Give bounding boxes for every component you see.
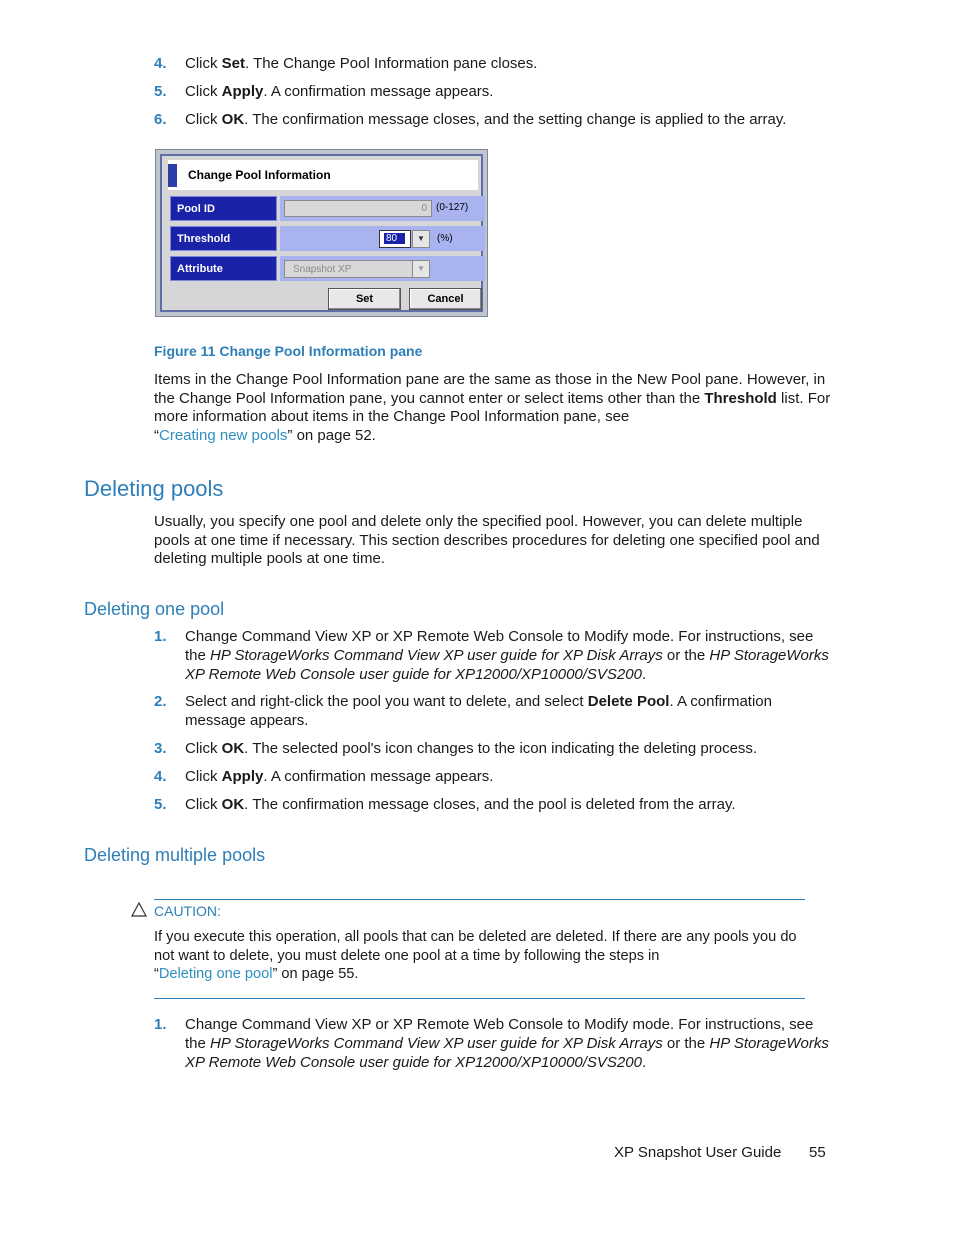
step-bold: Apply [221, 83, 264, 100]
para-text: Items in the Change Pool Information pane are the same as those in the New Pool pane. However, in the Change Pool Information pane, you cannot enter or select items other than the [154, 371, 826, 407]
warning-triangle-icon [131, 902, 147, 917]
step-italic: HP StorageWorks Command View XP user guide for XP Disk Arrays [210, 1035, 663, 1052]
step-number: 4. [154, 55, 167, 72]
caution-label: CAUTION: [154, 903, 221, 919]
caution-bottom-rule [154, 998, 805, 999]
step-number: 5. [154, 796, 167, 813]
step-number: 1. [154, 1016, 167, 1033]
step-text: . A confirmation message appears. [263, 768, 494, 785]
caution-body: ” on page 55. [272, 966, 359, 983]
step-text: Click [185, 55, 222, 72]
pool-id-range: (0-127) [436, 202, 469, 213]
step-italic: HP StorageWorks XP Remote Web Console user guide for XP12000/XP10000/SVS200 [185, 647, 829, 683]
step-text: Click [185, 740, 222, 757]
step-text: or the [662, 647, 710, 664]
threshold-unit: (%) [437, 233, 453, 244]
footer-title: XP Snapshot User Guide [614, 1144, 782, 1161]
quote-mark: “ [154, 426, 159, 444]
step-text: Click [185, 796, 222, 813]
threshold-label: Threshold [170, 226, 277, 251]
step-number: 2. [154, 693, 167, 710]
step-text: . [641, 666, 647, 683]
heading-deleting-multiple-pools: Deleting multiple pools [84, 845, 266, 865]
pool-id-row [280, 196, 485, 221]
caution-top-rule [154, 899, 805, 900]
link-deleting-one-pool[interactable]: Deleting one pool [158, 966, 273, 983]
paragraph-deleting-pools: Usually, you specify one pool and delete only the specified pool. However, you can delete multiple pools at one time if necessary. This section describes procedures for deleting one specified pool and deleting multiple pools at one time. [154, 513, 820, 568]
step-bold: Apply [221, 768, 264, 785]
dialog-title: Change Pool Information [188, 168, 331, 182]
threshold-value: 80 [384, 233, 405, 244]
step-text: . A confirmation message appears. [185, 693, 772, 729]
step-text: Select and right-click the pool you want to delete, and select [185, 693, 588, 710]
paragraph-change-pool-items [154, 371, 834, 445]
dialog-body [160, 154, 483, 312]
step-text: . [641, 1054, 647, 1071]
step-italic: HP StorageWorks Command View XP user guide for XP Disk Arrays [210, 647, 663, 664]
para-text: list. For more information about items in the Change Pool Information pane, see [154, 389, 831, 426]
dialog-title-bar [168, 160, 478, 190]
para-bold: Threshold [704, 389, 777, 407]
title-accent-bar [168, 164, 177, 187]
step-number: 4. [154, 768, 167, 785]
step-bold: OK [221, 740, 245, 757]
pool-id-label: Pool ID [170, 196, 277, 221]
step-number: 1. [154, 628, 167, 645]
attribute-select[interactable]: Snapshot XP [284, 260, 414, 278]
caution-text [154, 928, 805, 984]
step-text: . The confirmation message closes, and the pool is deleted from the array. [244, 796, 736, 813]
chevron-down-icon[interactable]: ▼ [412, 230, 430, 248]
link-creating-new-pools[interactable]: Creating new pools [159, 426, 288, 444]
step-number: 6. [154, 111, 167, 128]
attribute-label: Attribute [170, 256, 277, 281]
step-number: 3. [154, 740, 167, 757]
caution-body: If you execute this operation, all pools that can be deleted are deleted. If there are any pools you do not want to delete, you must delete one pool at a time by following the steps in [154, 929, 797, 964]
cancel-button[interactable]: Cancel [409, 288, 482, 310]
step-text: . The selected pool's icon changes to the icon indicating the deleting process. [244, 740, 758, 757]
page-number: 55 [809, 1144, 826, 1161]
quote-mark: “ [154, 966, 159, 983]
step-bold: OK [221, 111, 245, 128]
step-text: . The Change Pool Information pane closes. [245, 55, 538, 72]
threshold-row [280, 226, 485, 251]
step-text: or the [662, 1035, 710, 1052]
step-text: Click [185, 111, 222, 128]
step-text: . A confirmation message appears. [263, 83, 494, 100]
step-number: 5. [154, 83, 167, 100]
step-italic: HP StorageWorks XP Remote Web Console user guide for XP12000/XP10000/SVS200 [185, 1035, 829, 1071]
step-text: Change Command View XP or XP Remote Web Console to Modify mode. For instructions, see the [185, 628, 814, 664]
figure-caption: Figure 11 Change Pool Information pane [154, 343, 423, 359]
heading-deleting-pools: Deleting pools [84, 476, 224, 501]
attribute-row [280, 256, 485, 281]
step-text: Click [185, 768, 222, 785]
para-text: ” on page 52. [287, 426, 376, 444]
step-bold: OK [221, 796, 245, 813]
set-button[interactable]: Set [328, 288, 401, 310]
step-text: Change Command View XP or XP Remote Web Console to Modify mode. For instructions, see the [185, 1016, 814, 1052]
step-bold: Delete Pool [587, 693, 670, 710]
step-bold: Set [221, 55, 246, 72]
step-text: . The confirmation message closes, and the setting change is applied to the array. [244, 111, 787, 128]
threshold-select[interactable] [379, 230, 411, 248]
heading-deleting-one-pool: Deleting one pool [84, 599, 225, 619]
chevron-down-icon[interactable]: ▼ [412, 260, 430, 278]
pool-id-input[interactable]: 0 [284, 200, 432, 217]
change-pool-information-dialog [155, 149, 488, 317]
step-text: Click [185, 83, 222, 100]
